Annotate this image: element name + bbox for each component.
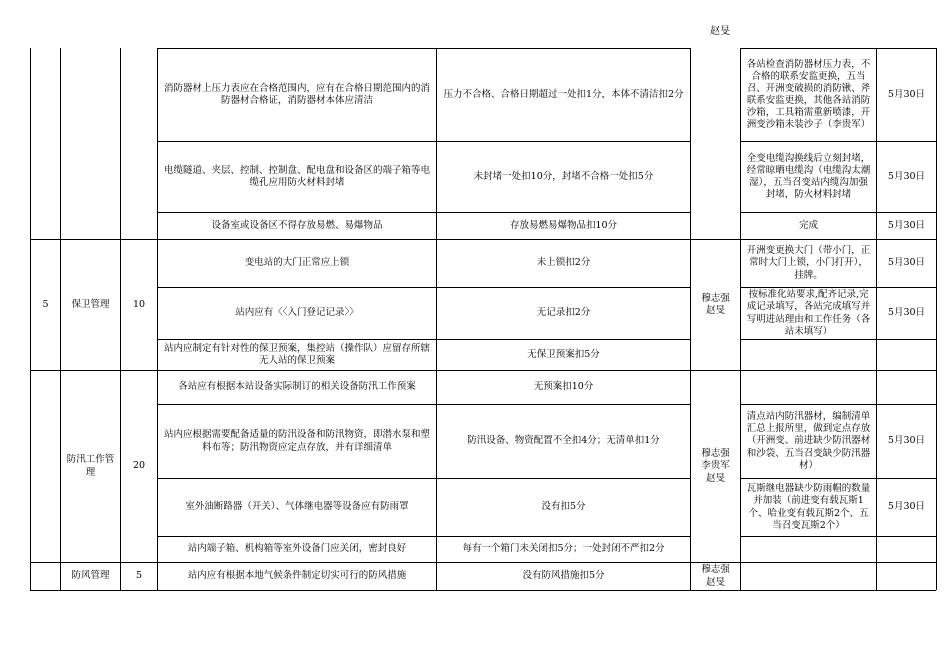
group-seq: 5 bbox=[42, 298, 49, 310]
requirement-cell: 消防器材上压力表应在合格范围内，应有在合格日期范围内的消防器材合格证，消防器材本体应清洁 bbox=[163, 82, 430, 106]
criteria-cell: 未上锁扣2分 bbox=[536, 257, 591, 269]
criteria-cell: 防汛设备、物资配置不全扣4分；无清单扣1分 bbox=[467, 435, 660, 447]
finding-cell: 瓦斯继电器缺少防雨帽的数量并加装（前进变有载瓦斯1个、哈业变有载瓦斯2个、五当召变瓦斯2个） bbox=[746, 483, 871, 531]
date-cell: 5月30日 bbox=[887, 435, 926, 447]
date-cell: 5月30日 bbox=[887, 257, 926, 269]
criteria-cell: 未封堵一处扣10分，封堵不合格一处扣5分 bbox=[473, 170, 654, 182]
group-score: 10 bbox=[132, 298, 146, 310]
finding-cell: 按标准化站要求,配齐记录,完成记录填写，各站完成填写并写明进站理由和工作任务（各站未填写） bbox=[746, 289, 871, 337]
group-score: 20 bbox=[132, 460, 146, 472]
requirement-cell: 电缆隧道、夹层、控制、控制盘、配电盘和设备区的端子箱等电缆孔应用防火材料封堵 bbox=[163, 164, 430, 188]
group-responsible: 穆志强 赵旻 bbox=[701, 292, 730, 316]
finding-cell bbox=[741, 371, 876, 404]
criteria-cell: 无记录扣2分 bbox=[536, 307, 591, 319]
date-cell bbox=[877, 371, 936, 404]
finding-cell: 全变电缆沟换线后立刻封堵，经常晾晒电缆沟（电缆沟太潮湿），五当召变站内缆沟加强封堵，防火材料封堵 bbox=[746, 152, 871, 201]
group-score: 5 bbox=[135, 570, 143, 582]
finding-cell bbox=[741, 537, 876, 562]
criteria-cell: 压力不合格、合格日期超过一处扣1分，本体不清洁扣2分 bbox=[443, 88, 684, 100]
date-cell: 5月30日 bbox=[887, 501, 926, 513]
group-category: 防风管理 bbox=[71, 570, 110, 582]
requirement-cell: 站内应制定有针对性的保卫预案，集控站（操作队）应留存所辖无人站的保卫预案 bbox=[163, 342, 430, 366]
finding-cell: 完成 bbox=[798, 219, 818, 231]
criteria-cell: 无预案扣10分 bbox=[533, 381, 594, 393]
requirement-cell: 设备室或设备区不得存放易燃、易爆物品 bbox=[211, 219, 383, 231]
requirement-cell: 变电站的大门正常应上锁 bbox=[244, 257, 350, 269]
group-responsible: 穆志强 李贵军 赵旻 bbox=[701, 448, 730, 484]
requirement-cell: 站内应根据需要配备适量的防汛设备和防汛物资，即潜水泵和塑料布等；防汛物资应定点存放，并有详细清单 bbox=[163, 429, 430, 453]
criteria-cell: 存放易燃易爆物品扣10分 bbox=[509, 219, 618, 231]
requirement-cell: 室外油断路器（开关）、气体继电器等设备应有防雨罩 bbox=[185, 501, 409, 513]
criteria-cell: 没有防风措施扣5分 bbox=[522, 570, 605, 582]
date-cell: 5月30日 bbox=[887, 88, 926, 100]
finding-cell bbox=[741, 340, 876, 370]
criteria-cell: 没有扣5分 bbox=[541, 501, 586, 513]
requirement-cell: 各站应有根据本站设备实际制订的相关设备防汛工作预案 bbox=[178, 381, 416, 393]
requirement-cell: 站内应有根据本地气候条件制定切实可行的防风措施 bbox=[187, 570, 407, 582]
group-category: 保卫管理 bbox=[71, 298, 110, 310]
group-seq bbox=[31, 371, 60, 562]
criteria-cell: 每有一个箱门未关闭扣5分；一处封闭不严扣2分 bbox=[462, 543, 665, 555]
requirement-cell: 站内端子箱、机构箱等室外设备门应关闭，密封良好 bbox=[187, 543, 407, 555]
finding-cell: 开洲变更换大门（带小门，正常时大门上锁，小门打开），挂牌。 bbox=[746, 245, 871, 281]
finding-cell: 各站检查消防器材压力表，不合格的联系安监更换，五当召、开洲变破损的消防锹、斧联系安监更换，其他各站消防沙箱，工具箱需重新喷漆，开洲变沙箱未装沙子（李贵军） bbox=[746, 58, 871, 131]
date-cell bbox=[877, 537, 936, 562]
finding-cell: 清点站内防汛器材，编制清单汇总上报所里，做到定点存放（开洲变、前进缺少防汛器材和沙袋、五当召变缺少防汛器材） bbox=[746, 411, 871, 471]
date-cell bbox=[877, 563, 936, 590]
date-cell: 5月30日 bbox=[887, 219, 926, 231]
page-person-name: 赵旻 bbox=[710, 26, 730, 37]
group-seq bbox=[31, 563, 60, 590]
group-responsible: 穆志强 赵旻 bbox=[701, 564, 730, 588]
date-cell: 5月30日 bbox=[887, 307, 926, 319]
date-cell: 5月30日 bbox=[887, 170, 926, 182]
finding-cell bbox=[741, 563, 876, 590]
requirement-cell: 站内应有〈〈入门登记记录〉〉 bbox=[235, 307, 359, 319]
group-category: 防汛工作管理 bbox=[66, 454, 115, 478]
date-cell bbox=[877, 340, 936, 370]
criteria-cell: 无保卫预案扣5分 bbox=[527, 348, 600, 360]
